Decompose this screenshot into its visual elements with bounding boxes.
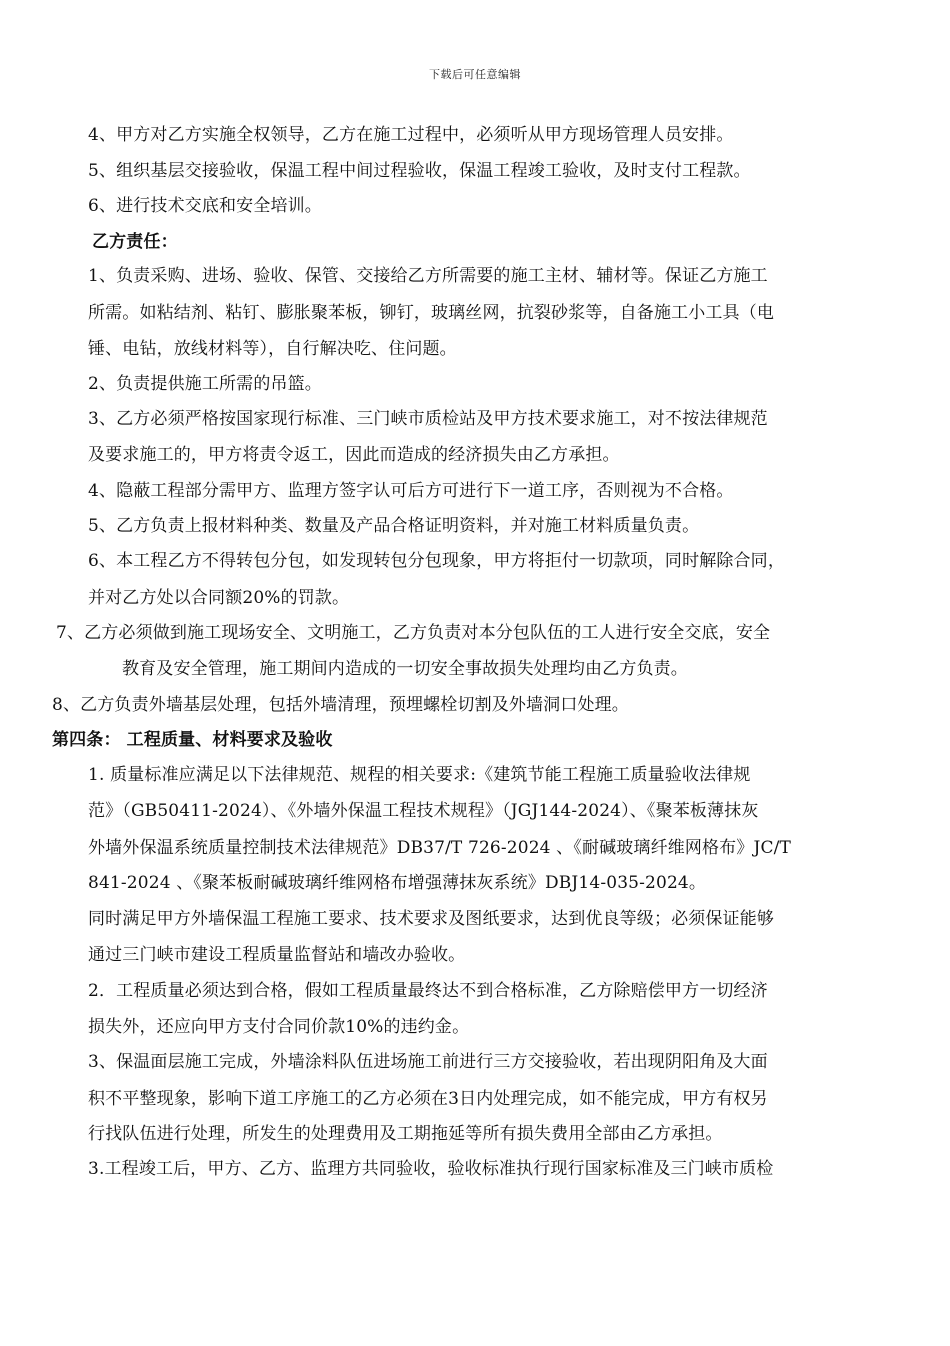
body-line: 1. 质量标准应满足以下法律规范、规程的相关要求:《建筑节能工程施工质量验收法律规 [88, 765, 751, 785]
body-line: 损失外，还应向甲方支付合同价款10%的违约金。 [88, 1017, 470, 1037]
body-line: 2、负责提供施工所需的吊篮。 [88, 374, 322, 394]
body-line: 1、负责采购、进场、验收、保管、交接给乙方所需要的施工主材、辅材等。保证乙方施工 [88, 266, 768, 286]
body-line: 5、乙方负责上报材料种类、数量及产品合格证明资料，并对施工材料质量负责。 [88, 516, 700, 536]
body-line: 锤、电钻，放线材料等），自行解决吃、住问题。 [88, 339, 457, 359]
page-header: 下载后可任意编辑 [429, 68, 521, 81]
body-line: 所需。如粘结剂、粘钉、膨胀聚苯板，铆钉，玻璃丝网，抗裂砂浆等，自备施工小工具（电 [88, 303, 774, 323]
body-line: 同时满足甲方外墙保温工程施工要求、技术要求及图纸要求，达到优良等级；必须保证能够 [88, 909, 774, 929]
body-line: 积不平整现象，影响下道工序施工的乙方必须在3日内处理完成，如不能完成，甲方有权另 [88, 1089, 768, 1109]
body-line: 外墙外保温系统质量控制技术法律规范》DB37/T 726-2024 、《耐碱玻璃纤维网格布》JC/T [88, 838, 791, 858]
body-line: 5、组织基层交接验收，保温工程中间过程验收，保温工程竣工验收，及时支付工程款。 [88, 161, 751, 181]
body-line: 6、本工程乙方不得转包分包，如发现转包分包现象，甲方将拒付一切款项，同时解除合同， [88, 551, 785, 571]
body-line: 通过三门峡市建设工程质量监督站和墙改办验收。 [88, 945, 466, 965]
body-line: 7、乙方必须做到施工现场安全、文明施工，乙方负责对本分包队伍的工人进行安全交底，安全 [56, 623, 771, 643]
section-heading: 乙方责任： [92, 232, 178, 252]
body-line: 841-2024 、《聚苯板耐碱玻璃纤维网格布增强薄抹灰系统》DBJ14-035-2024。 [88, 873, 707, 893]
body-line: 8、乙方负责外墙基层处理，包括外墙清理，预埋螺栓切割及外墙洞口处理。 [52, 695, 629, 715]
body-line: 3、保温面层施工完成，外墙涂料队伍进场施工前进行三方交接验收，若出现阴阳角及大面 [88, 1052, 768, 1072]
body-line: 3.工程竣工后，甲方、乙方、监理方共同验收，验收标准执行现行国家标准及三门峡市质检 [88, 1159, 774, 1179]
body-line: 行找队伍进行处理，所发生的处理费用及工期拖延等所有损失费用全部由乙方承担。 [88, 1124, 723, 1144]
body-line: 并对乙方处以合同额20%的罚款。 [88, 588, 350, 608]
body-line: 4、甲方对乙方实施全权领导，乙方在施工过程中，必须听从甲方现场管理人员安排。 [88, 125, 734, 145]
body-line: 教育及安全管理，施工期间内造成的一切安全事故损失处理均由乙方负责。 [122, 659, 688, 679]
body-line: 4、隐蔽工程部分需甲方、监理方签字认可后方可进行下一道工序，否则视为不合格。 [88, 481, 734, 501]
body-line: 范》（GB50411-2024）、《外墙外保温工程技术规程》（JGJ144-2024）、《聚苯板薄抹灰 [88, 801, 759, 821]
article-heading: 第四条： 工程质量、材料要求及验收 [52, 730, 333, 750]
body-line: 2．工程质量必须达到合格，假如工程质量最终达不到合格标准，乙方除赔偿甲方一切经济 [88, 981, 768, 1001]
body-line: 3、乙方必须严格按国家现行标准、三门峡市质检站及甲方技术要求施工，对不按法律规范 [88, 409, 768, 429]
body-line: 6、进行技术交底和安全培训。 [88, 196, 322, 216]
body-line: 及要求施工的，甲方将责令返工，因此而造成的经济损失由乙方承担。 [88, 445, 620, 465]
